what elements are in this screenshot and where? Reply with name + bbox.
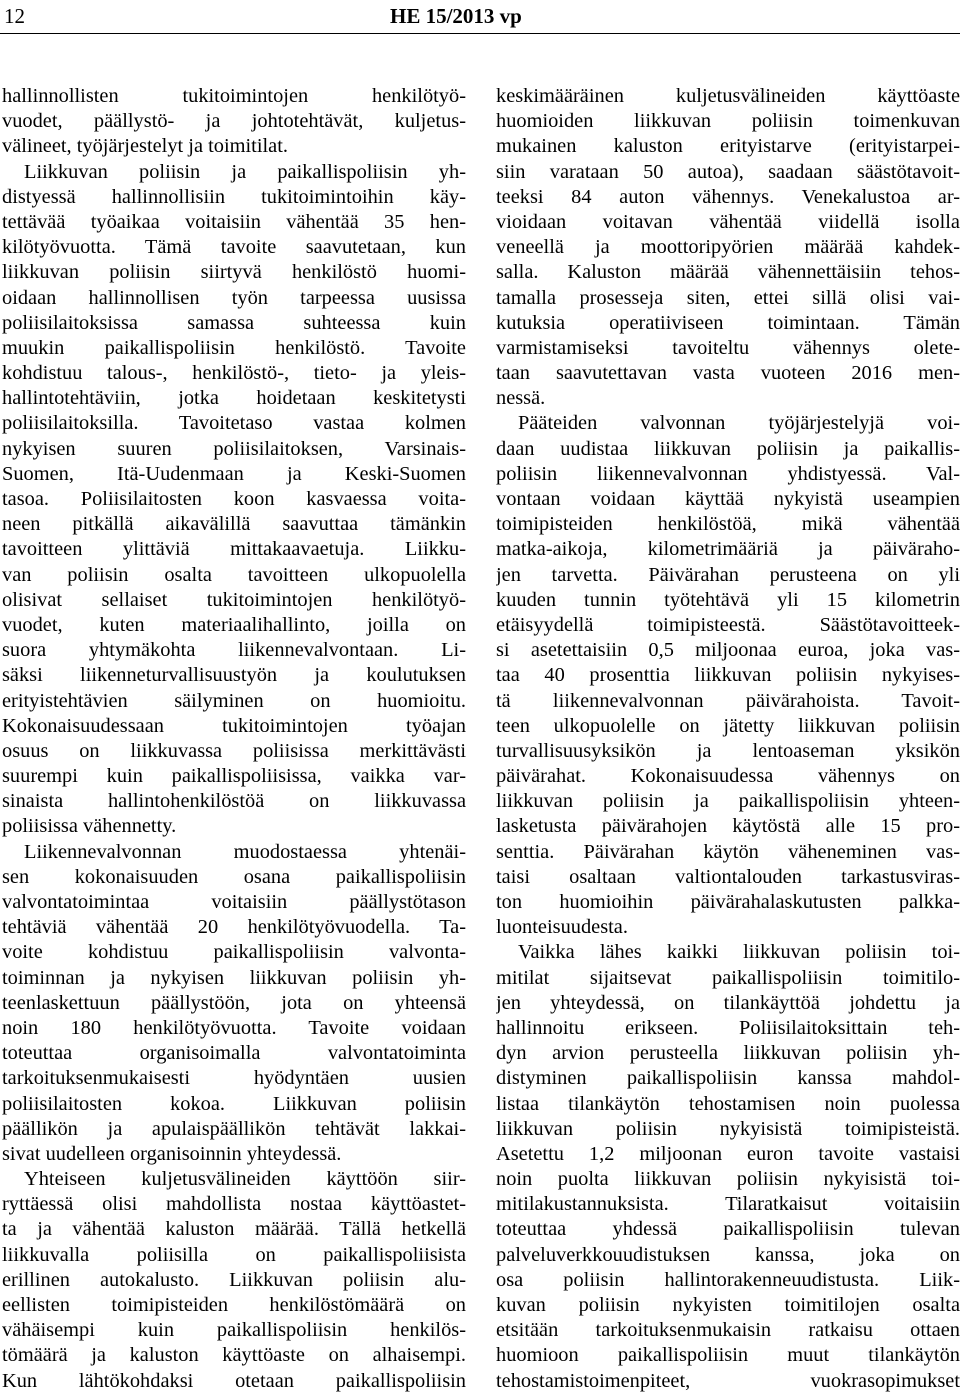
text-line: keskimääräinen kuljetusvälineiden käyttöaste: [496, 85, 960, 107]
text-line: liikkuvan poliisin siirtyvä henkilöstö huomi-: [2, 261, 466, 284]
text-line: kohdistuu talous-, henkilöstö-, tieto- ja yleis-: [2, 362, 466, 385]
text-line: taan saavutettavan vasta vuoteen 2016 men-: [496, 362, 960, 385]
text-line: toimipisteiden henkilöstöä, mikä vähentää: [496, 513, 960, 536]
text-line: tasoa. Poliisilaitosten koon kasvaessa voita-: [2, 488, 466, 510]
text-line: etsitään tarkoituksenmukaisin ratkaisu ottaen: [496, 1319, 960, 1342]
text-line: muukin paikallispoliisin henkilöstö. Tavoite: [2, 336, 466, 359]
text-line: valvontatoimintaa voitaisiin päällystötason: [2, 891, 466, 913]
text-line: hallintotehtäviin, jotka hoidetaan keskitetysti: [2, 387, 466, 410]
text-line: Liikkuvan poliisin ja paikallispoliisin yh-: [24, 160, 466, 183]
text-line: vioidaan voitavan vähentää viidellä isolla: [496, 210, 960, 233]
text-line: hallinnollisten tukitoimintojen henkilötyö-: [2, 85, 466, 107]
text-line: voite kohdistuu paikallispoliisin valvonta-: [2, 941, 466, 964]
text-line: luonteisuudesta.: [496, 916, 628, 939]
document-id: HE 15/2013 vp: [390, 4, 522, 28]
text-line: veneellä ja moottoripyörien määrää kahdek-: [496, 236, 960, 259]
text-line: tömäärä ja kaluston käyttöaste on alhaisempi.: [2, 1344, 466, 1367]
text-line: teenlaskettuun päällystöön, jota on yhteensä: [2, 991, 466, 1014]
text-line: poliisilaitosten kokoa. Liikkuvan poliisin: [2, 1092, 466, 1115]
text-line: huomioiden liikkuvan poliisin toimenkuvan: [496, 110, 960, 133]
text-line: nykyisen suuren poliisilaitoksen, Varsinais-: [2, 437, 466, 460]
page-header: [0, 0, 960, 34]
text-line: välineet, työjärjestelyt ja toimitilat.: [2, 135, 288, 158]
right-column: [496, 84, 960, 1394]
text-line: matka-aikoja, kilometrimääriä ja päivärahо-: [496, 538, 960, 561]
text-line: varmistamiseksi tavoiteltu vähennys olete-: [496, 336, 960, 359]
text-line: toiminnan ja nykyisen liikkuvan poliisin yh-: [2, 966, 466, 989]
page-number: 12: [4, 4, 25, 28]
text-line: mitilat sijaitsevat paikallispoliisin toimitilo-: [496, 966, 960, 989]
text-line: osuus on liikkuvassa poliisissa merkittävästi: [2, 739, 466, 762]
text-line: Asetettu 1,2 miljoonan euron tavoite vastaisi: [496, 1142, 960, 1165]
text-line: toteuttaa organisoimalla valvontatoiminta: [2, 1042, 466, 1065]
text-line: nessä.: [496, 387, 546, 410]
text-line: tamalla prosesseja siten, ettei sillä olisi vai-: [496, 286, 960, 309]
text-line: vontaan voidaan käyttää nykyistä useampien: [496, 488, 960, 510]
text-line: Vaikka lähes kaikki liikkuvan poliisin toi-: [518, 941, 960, 964]
text-line: tettävää työaikaa voitaisiin vähentää 35 hen-: [2, 210, 466, 233]
text-line: ryttäessä olisi mahdollista nostaa käyttöastet-: [2, 1193, 466, 1216]
text-line: vuodet, kuten materiaalihallinto, joilla on: [2, 613, 466, 636]
text-line: mitilakustannuksista. Tilaratkaisut voitaisiin: [496, 1193, 960, 1216]
text-line: distyminen paikallispoliisin kanssa mahdol-: [496, 1067, 960, 1090]
text-line: si asetettaisiin 0,5 miljoonaa euroa, joka vas-: [496, 639, 960, 662]
text-line: van poliisin osalta tavoitteen ulkopuolella: [2, 563, 466, 586]
header-rule: [0, 33, 960, 34]
text-line: sen kokonaisuuden osana paikallispoliisin: [2, 865, 466, 888]
text-line: siin varataan 50 autoa), saadaan säästötavoit-: [496, 160, 960, 183]
text-line: suora yhtymäkohta liikennevalvontaan. Li-: [2, 639, 466, 662]
text-line: Liikennevalvonnan muodostaessa yhtenäi-: [24, 840, 466, 863]
text-line: jen yhteydessä, on tilankäyttöä johdettu ja: [496, 991, 960, 1014]
text-line: lasketusta päivärahojen käytöstä alle 15 pro-: [496, 815, 960, 838]
text-line: tehostamistoimenpiteet, vuokrasopimukset: [496, 1369, 960, 1392]
text-line: tavoitteen ylittäviä mittakaavaetuja. Liikku-: [2, 538, 466, 561]
text-line: kuuden tunnin työtehtävä yli 15 kilometrin: [496, 588, 960, 611]
text-line: salla. Kaluston määrää vähennettäisiin tehos-: [496, 261, 960, 284]
text-line: päällikön ja apulaispäällikön tehtävät lakkai-: [2, 1117, 466, 1140]
text-line: liikkuvan poliisin ja paikallispoliisin yhteen-: [496, 790, 960, 813]
text-line: jen tarvetta. Päivärahan perusteena on yli: [496, 563, 960, 586]
text-line: Kokonaisuudessaan tukitoimintojen työajan: [2, 714, 466, 737]
text-line: dyn arvion perusteella liikkuvan poliisin yh-: [496, 1042, 960, 1065]
text-line: toteuttaa yhdessä paikallispoliisin tulevan: [496, 1218, 960, 1241]
text-line: taisi osaltaan valtiontalouden tarkastusviras-: [496, 865, 960, 888]
text-line: listaa tilankäytön tehostamisen noin puolessa: [496, 1092, 960, 1115]
text-line: Yhteiseen kuljetusvälineiden käyttöön siir-: [24, 1168, 466, 1191]
text-line: liikkuvalla poliisilla on paikallispoliisista: [2, 1243, 466, 1266]
text-line: hallinnoitu erikseen. Poliisilaitoksittain teh-: [496, 1016, 960, 1039]
text-line: tarkoituksenmukaisesti hyödyntäen uusien: [2, 1067, 466, 1090]
text-line: ton huomioihin päivärahalaskutusten palkka-: [496, 891, 960, 913]
text-line: sinaista hallintohenkilöstöä on liikkuvassa: [2, 790, 466, 813]
text-line: noin 180 henkilötyövuotta. Tavoite voidaan: [2, 1016, 466, 1039]
text-line: teen ulkopuolelle on jätetty liikkuvan poliisin: [496, 714, 960, 737]
text-line: distyessä hallinnollisiin tukitoimintoihin käy-: [2, 185, 466, 208]
text-line: daan uudistaa liikkuvan poliisin ja paikallis-: [496, 437, 960, 460]
text-line: osa poliisin hallintorakenneuudistusta. Liik-: [496, 1268, 960, 1291]
text-line: kilötyövuotta. Tämä tavoite saavutetaan, kun: [2, 236, 466, 259]
text-line: tehtäviä vähentää 20 henkilötyövuodella. Ta-: [2, 916, 466, 939]
text-line: kuvan poliisin nykyisten toimitilojen osalta: [496, 1294, 960, 1316]
text-line: palveluverkkouudistuksen kanssa, joka on: [496, 1243, 960, 1266]
text-line: turvallisuusyksikön ja lentoaseman yksikön: [496, 739, 960, 762]
text-line: teeksi 84 auton vähennys. Venekalustoa ar-: [496, 185, 960, 208]
text-line: poliisilaitoksissa samassa suhteessa kuin: [2, 311, 466, 334]
text-line: säksi liikenneturvallisuustyön ja koulutuksen: [2, 664, 466, 687]
text-line: Suomen, Itä-Uudenmaan ja Keski-Suomen: [2, 462, 466, 485]
text-line: kutuksia operatiiviseen toimintaan. Tämän: [496, 311, 960, 334]
text-line: etäisyydellä toimipisteestä. Säästötavoitteek-: [496, 613, 960, 636]
text-line: liikkuvan poliisin nykyisistä toimipisteistä.: [496, 1117, 960, 1140]
text-line: olisivat sellaiset tukitoimintojen henkilötyö-: [2, 588, 466, 611]
text-line: senttia. Päivärahan käytön väheneminen vas-: [496, 840, 960, 863]
text-line: Pääteiden valvonnan työjärjestelyjä voi-: [518, 412, 960, 435]
text-line: erityistehtävien säilyminen on huomioitu.: [2, 689, 466, 712]
text-line: noin puolta liikkuvan poliisin nykyisistä toi-: [496, 1168, 960, 1191]
text-line: huomioon paikallispoliisin muut tilankäytön: [496, 1344, 960, 1367]
text-line: eellisten toimipisteiden henkilöstömäärä on: [2, 1294, 466, 1316]
text-line: suurempi kuin paikallispoliisissa, vaikka var-: [2, 765, 466, 788]
text-line: poliisissa vähennetty.: [2, 815, 177, 838]
left-column: [2, 84, 466, 1394]
text-line: ta ja vähentää kaluston määrää. Tällä hetkellä: [2, 1218, 466, 1241]
text-line: vähäisempi kuin paikallispoliisin henkilös-: [2, 1319, 466, 1342]
text-line: vuodet, päällystö- ja johtotehtävät, kuljetus-: [2, 110, 466, 133]
text-line: poliisin liikennevalvonnan yhdistyessä. Val-: [496, 462, 960, 485]
text-line: päivärahat. Kokonaisuudessa vähennys on: [496, 765, 960, 788]
text-line: neen pitkällä aikavälillä saavuttaa tämänkin: [2, 513, 466, 536]
text-line: poliisilaitoksilla. Tavoitetaso vastaa kolmen: [2, 412, 466, 435]
text-line: oidaan hallinnollisen työn tarpeessa uusissa: [2, 286, 466, 309]
text-line: taa 40 prosenttia liikkuvan poliisin nykyises-: [496, 664, 960, 687]
text-line: mukainen kaluston erityistarve (erityistarpei-: [496, 135, 960, 158]
text-line: sivat uudelleen organisoinnin yhteydessä.: [2, 1142, 342, 1165]
text-line: erillinen autokalusto. Liikkuvan poliisin alu-: [2, 1268, 466, 1291]
text-line: Kun lähtökohdaksi otetaan paikallispoliisin: [2, 1369, 466, 1392]
text-line: tä liikennevalvonnan päivärahoista. Tavoit-: [496, 689, 960, 712]
